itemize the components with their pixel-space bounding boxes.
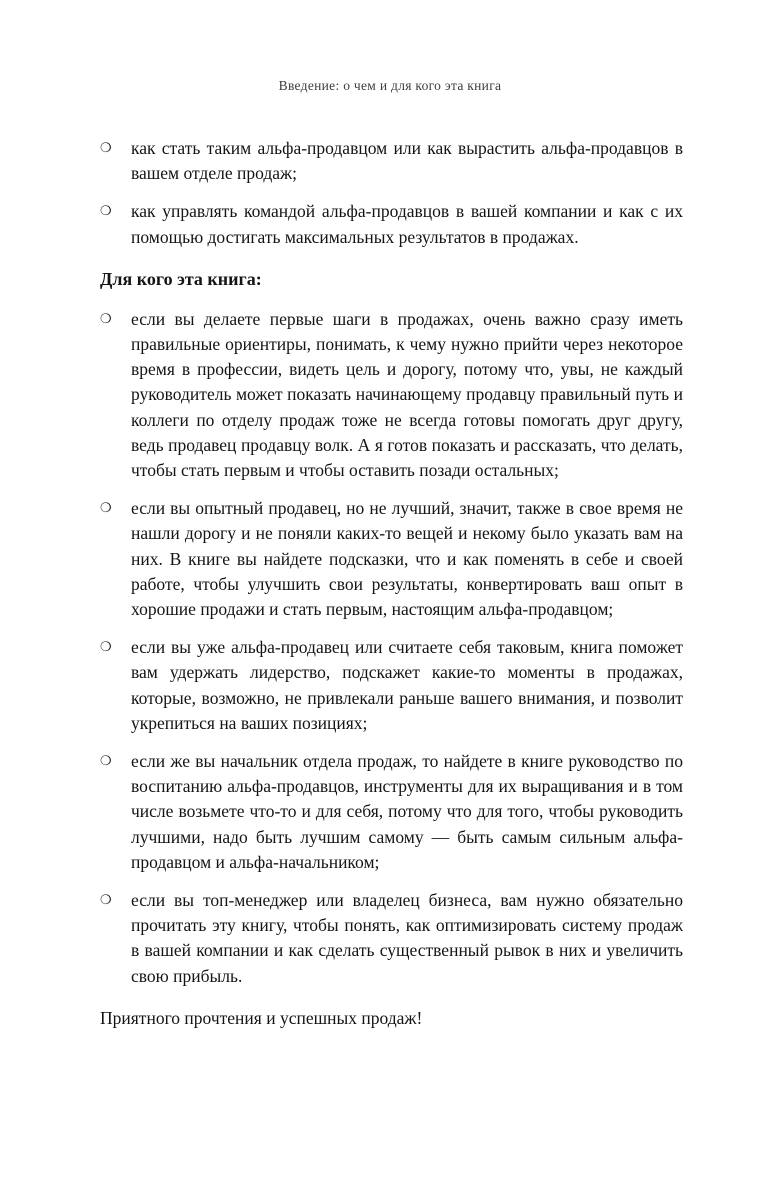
list-item [100, 496, 683, 622]
list-item [100, 199, 683, 249]
section-heading: Для кого эта книга: [100, 268, 262, 289]
bullet-icon: ❍ [100, 640, 112, 656]
bullet-icon: ❍ [100, 501, 112, 517]
list-item [100, 749, 683, 875]
intro-bullet-list [100, 136, 683, 250]
list-item [100, 635, 683, 736]
list-item [100, 136, 683, 186]
bullet-icon: ❍ [100, 754, 112, 770]
bullet-icon: ❍ [100, 893, 112, 909]
bullet-text: если вы уже альфа-продавец или считаете себя таковым, книга поможет вам удержать лидерство, подскажет какие-то моменты в продажах, которые, возможно, не привлекали раньше вашего внимания, и позволит укрепиться на ваших позициях; [131, 637, 683, 733]
list-item [100, 888, 683, 989]
page-content [0, 94, 780, 1031]
bullet-text: если же вы начальник отдела продаж, то найдете в книге руководство по воспитанию альфа-продавцов, инструменты для их выращивания и в том числе возьмете что-то и для себя, потому что для того, чтобы руководить лучшими, надо быть лучшим самому — быть самым сильным альфа-продавцом и альфа-начальником; [131, 751, 683, 872]
audience-bullet-list [100, 307, 683, 989]
bullet-text: если вы опытный продавец, но не лучший, значит, также в свое время не нашли дорогу и не поняли каких-то вещей и некому было указать вам на них. В книге вы найдете подсказки, что и как поменять в себе и своей работе, чтобы улучшить свои результаты, конвертировать ваш опыт в хорошие продажи и стать первым, настоящим альфа-продавцом; [131, 498, 683, 620]
bullet-text: как управлять командой альфа-продавцов в вашей компании и как с их помощью достигать максимальных результатов в продажах. [131, 201, 683, 247]
bullet-icon: ❍ [100, 204, 112, 220]
bullet-icon: ❍ [100, 311, 112, 327]
closing-line: Приятного прочтения и успешных продаж! [100, 1007, 423, 1028]
running-header: Введение: о чем и для кого эта книга [278, 78, 502, 93]
bullet-text: как стать таким альфа-продавцом или как вырастить альфа-продавцов в вашем отделе продаж; [131, 138, 683, 184]
bullet-text: если вы делаете первые шаги в продажах, очень важно сразу иметь правильные ориентиры, понимать, к чему нужно прийти через некоторое время в профессии, видеть цель и дорогу, потому что, увы, не каждый руководитель может показать начинающему продавцу правильный путь и коллеги по отделу продаж тоже не всегда готовы помогать друг другу, ведь продавец продавцу волк. А я готов показать и рассказать, что делать, чтобы стать первым и чтобы оставить позади остальных; [131, 308, 683, 481]
list-item [100, 307, 683, 483]
bullet-icon: ❍ [100, 141, 112, 156]
bullet-text: если вы топ-менеджер или владелец бизнеса, вам нужно обязательно прочитать эту книгу, чтобы понять, как оптимизировать систему продаж в вашей компании и как сделать существенный рывок в них и увеличить свою прибыль. [131, 890, 683, 986]
